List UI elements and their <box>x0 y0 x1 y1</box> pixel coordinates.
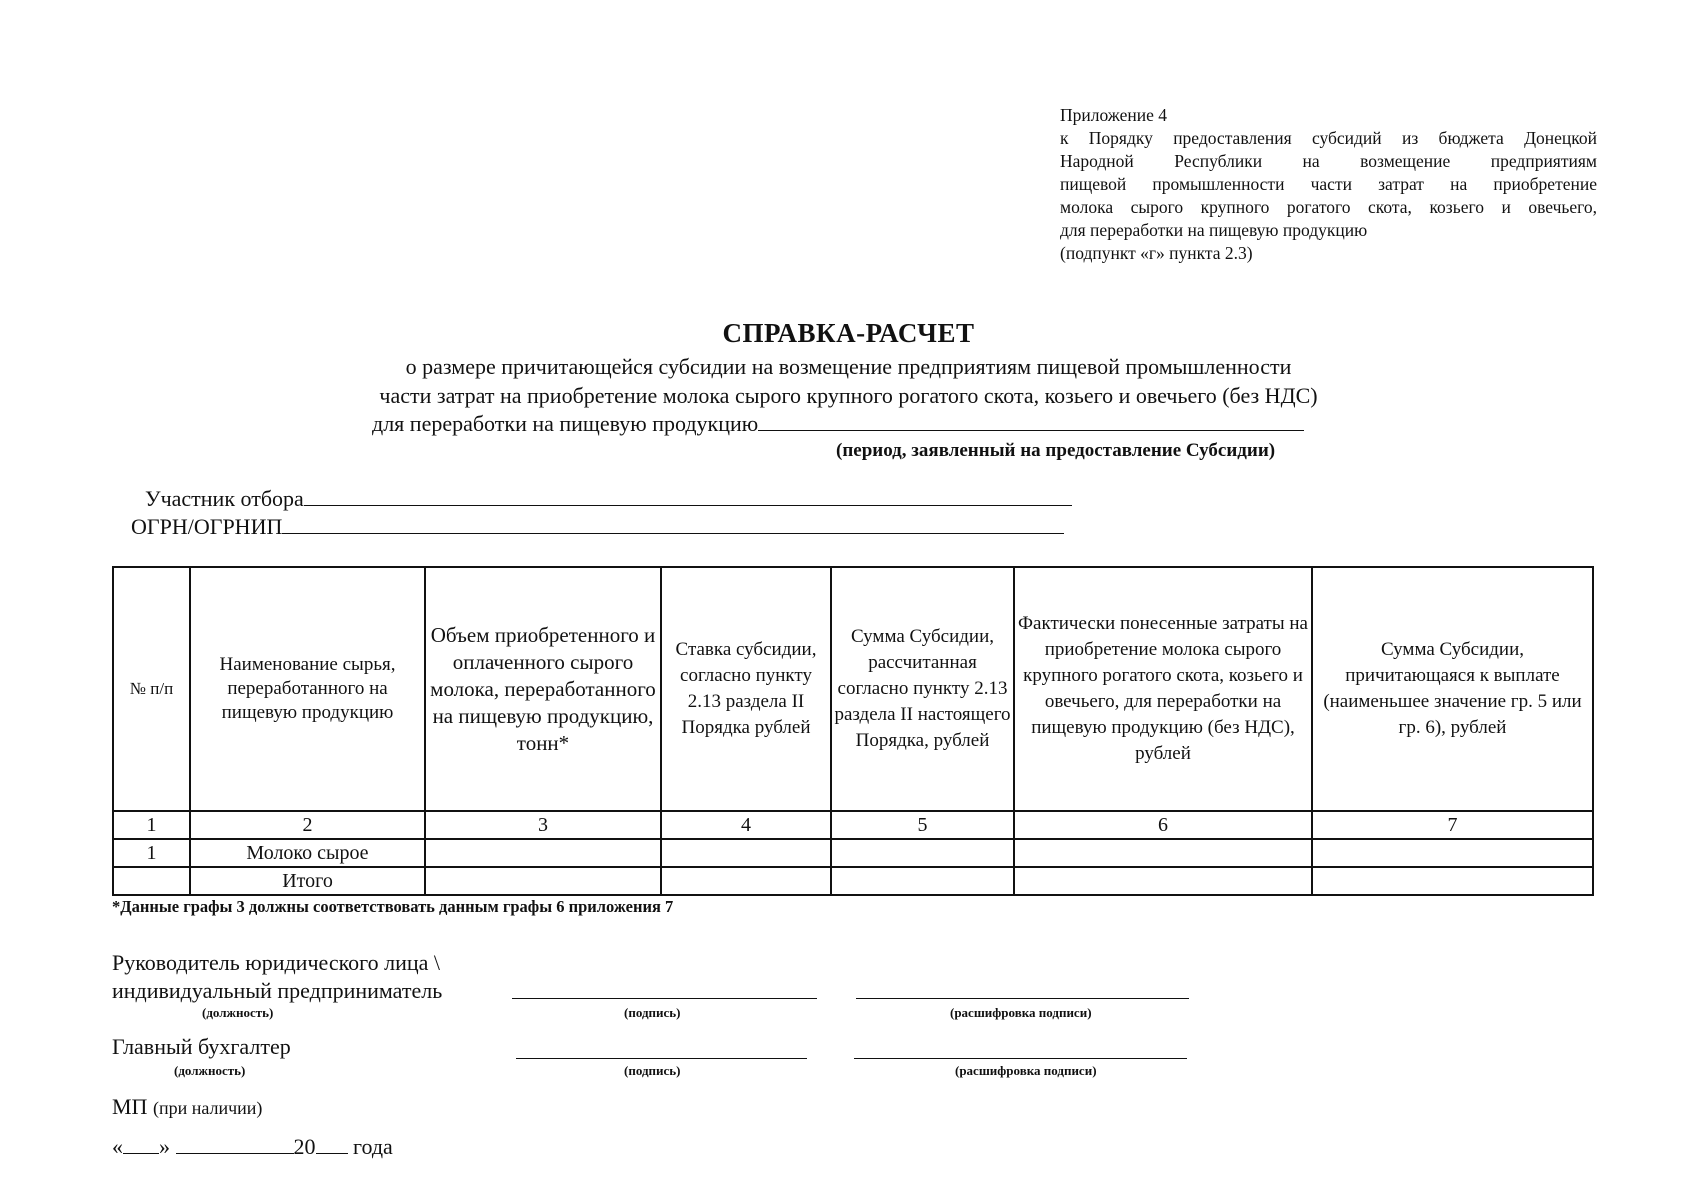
period-field[interactable] <box>758 410 1304 431</box>
year-field[interactable] <box>316 1133 348 1154</box>
table-cell-input[interactable] <box>1312 867 1593 895</box>
signature-caption: (подпись) <box>624 1063 681 1078</box>
day-field[interactable] <box>123 1133 159 1154</box>
decoding-caption: (расшифровка подписи) <box>950 1005 1092 1020</box>
footnote: *Данные графы 3 должны соответствовать данным графы 6 приложения 7 <box>112 897 674 916</box>
column-number: 5 <box>831 811 1014 839</box>
column-header: № п/п <box>113 567 190 811</box>
appendix-line: пищевой промышленности части затрат на приобретение <box>1060 174 1597 194</box>
head-decoding-field[interactable] <box>856 997 1189 999</box>
stamp-note: (при наличии) <box>152 1098 263 1118</box>
stamp-place <box>112 1094 262 1120</box>
column-header: Сумма Субсидии, причитающаяся к выплате (наименьшее значение гр. 5 или гр. 6), рублей <box>1312 567 1593 811</box>
accountant-signature-field[interactable] <box>516 1057 807 1059</box>
ogrn-field[interactable] <box>282 513 1064 534</box>
stamp-label: МП <box>112 1094 148 1119</box>
decoding-caption: (расшифровка подписи) <box>955 1063 1097 1078</box>
document-subtitle-line: части затрат на приобретение молока сырого крупного рогатого скота, козьего и овечьего (без НДС) <box>379 383 1318 408</box>
table-cell-input[interactable] <box>661 839 831 867</box>
calculation-table <box>112 566 1594 896</box>
accountant-decoding-field[interactable] <box>854 1057 1187 1059</box>
column-number: 3 <box>425 811 661 839</box>
date-line <box>112 1133 393 1160</box>
table-cell: 1 <box>113 839 190 867</box>
table-cell-input[interactable] <box>1014 867 1312 895</box>
column-number: 7 <box>1312 811 1593 839</box>
appendix-line: к Порядку предоставления субсидий из бюджета Донецкой <box>1060 128 1597 148</box>
table-cell-input[interactable] <box>425 867 661 895</box>
participant-field[interactable] <box>304 485 1072 506</box>
appendix-block <box>1060 104 1597 265</box>
open-quote: « <box>112 1134 123 1159</box>
participant-label: Участник отбора <box>145 486 304 511</box>
column-number: 1 <box>113 811 190 839</box>
head-title-line: Руководитель юридического лица \ <box>112 950 441 975</box>
signature-caption: (подпись) <box>624 1005 681 1020</box>
column-number: 2 <box>190 811 425 839</box>
document-subtitle-line <box>372 410 1304 437</box>
month-field[interactable] <box>176 1133 294 1154</box>
appendix-line: для переработки на пищевую продукцию <box>1060 220 1368 240</box>
table-cell-input[interactable] <box>661 867 831 895</box>
table-cell: Молоко сырое <box>190 839 425 867</box>
year-word: года <box>353 1134 393 1159</box>
position-caption: (должность) <box>202 1005 274 1020</box>
accountant-title: Главный бухгалтер <box>112 1034 291 1059</box>
table-cell-input[interactable] <box>1014 839 1312 867</box>
column-header: Сумма Субсидии, рассчитанная согласно пункту 2.13 раздела II настоящего Порядка, рублей <box>831 567 1014 811</box>
table-total-row <box>113 867 1593 895</box>
subtitle-text: для переработки на пищевую продукцию <box>372 411 759 436</box>
ogrn-label: ОГРН/ОГРНИП <box>131 514 283 539</box>
column-header: Наименование сырья, переработанного на пищевую продукцию <box>190 567 425 811</box>
column-header: Ставка субсидии, согласно пункту 2.13 раздела II Порядка рублей <box>661 567 831 811</box>
document-subtitle-line: о размере причитающейся субсидии на возмещение предприятиям пищевой промышленности <box>405 354 1292 379</box>
table-cell-input[interactable] <box>425 839 661 867</box>
column-number: 4 <box>661 811 831 839</box>
table-cell-input[interactable] <box>831 839 1014 867</box>
table-cell-input[interactable] <box>831 867 1014 895</box>
period-caption: (период, заявленный на предоставление Субсидии) <box>836 440 1276 461</box>
table-cell-input[interactable] <box>1312 839 1593 867</box>
head-signature-field[interactable] <box>512 997 817 999</box>
document-title: СПРАВКА-РАСЧЕТ <box>722 318 975 348</box>
column-header: Объем приобретенного и оплаченного сырого молока, переработанного на пищевую продукцию, тонн* <box>425 567 661 811</box>
year-prefix: 20 <box>293 1134 316 1159</box>
table-cell: Итого <box>190 867 425 895</box>
participant-row <box>145 485 1072 512</box>
appendix-reference: (подпункт «г» пункта 2.3) <box>1060 243 1253 263</box>
table-header-row <box>113 567 1593 811</box>
ogrn-row <box>131 513 1064 540</box>
column-number: 6 <box>1014 811 1312 839</box>
column-number-row <box>113 811 1593 839</box>
table-cell <box>113 867 190 895</box>
appendix-number: Приложение 4 <box>1060 105 1168 125</box>
close-quote: » <box>159 1134 170 1159</box>
appendix-line: молока сырого крупного рогатого скота, козьего и овечьего, <box>1060 197 1597 217</box>
position-caption: (должность) <box>174 1063 246 1078</box>
table-row <box>113 839 1593 867</box>
column-header: Фактически понесенные затраты на приобретение молока сырого крупного рогатого скота, козьего и овечьего, для переработки на пищевую продукцию (без НДС), рублей <box>1014 567 1312 811</box>
head-title-line: индивидуальный предприниматель <box>112 978 443 1003</box>
appendix-line: Народной Республики на возмещение предприятиям <box>1060 151 1597 171</box>
